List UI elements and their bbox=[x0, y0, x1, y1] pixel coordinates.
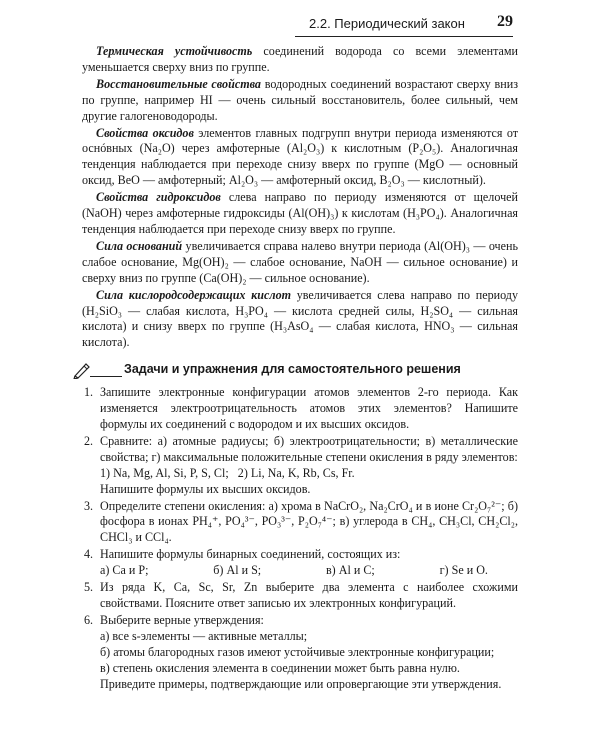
page-number: 29 bbox=[497, 13, 513, 30]
paragraph-text: увеличивается слева направо по периоду (H₂SiO₃ — слабая кислота, H₃PO₄ — кислота средней силы, H₂SO₄ — сильная кислота) и снизу вверх по группе (H₃AsO₄ — слабая кислота, HNO₃ — сильная кислота). bbox=[82, 287, 518, 350]
exercise-text: Выберите верные утверждения: bbox=[100, 612, 264, 627]
series-2: 2) Li, Na, K, Rb, Cs, Fr. bbox=[237, 465, 355, 480]
exercise-text: Из ряда K, Ca, Sc, Sr, Zn выберите два элемента с наиболее схожими свойствами. Поясните ответ записью их электронных конфигураций. bbox=[100, 580, 518, 610]
paragraph-text: элементов главных подгрупп внутри периода изменяются от оснóвных (Na₂O) через амфотерные (Al₂O₃) к кислотным (P₂O₅). Аналогичная тенденция наблюдается при переходе снизу вверх по группе (MgO — основный оксид, BeO — амфотерный; Al₂O₃ — амфотерный оксид, B₂O₃ — кислотный). bbox=[82, 125, 518, 188]
paragraph-text: соединений водорода со всеми элементами уменьшается сверху вниз по группе. bbox=[82, 44, 519, 74]
term: Восстановительные свойства bbox=[96, 76, 261, 91]
paragraph-bases bbox=[82, 239, 518, 287]
exercises-heading bbox=[82, 361, 518, 381]
exercise-tail: Приведите примеры, подтверждающие или опровергающие эти утверждения. bbox=[100, 676, 502, 691]
exercise-number: 5. bbox=[84, 580, 94, 595]
paragraph-text: слева направо по периоду изменяются от щелочей (NaOH) через амфотерные гидроксиды (Al(OH)₃) к кислотам (H₃PO₄). Аналогичная тенденция наблюдается при переходе снизу вверх по группе. bbox=[82, 190, 518, 236]
statement-c: в) степень окисления элемента в соединении может быть равна нулю. bbox=[100, 660, 460, 675]
paragraph-hydroxides bbox=[82, 190, 518, 238]
statement-a: а) все s-элементы — активные металлы; bbox=[100, 628, 308, 643]
exercise-6 bbox=[82, 613, 518, 693]
exercise-2 bbox=[82, 434, 518, 498]
exercise-3 bbox=[82, 499, 518, 547]
series-1: 1) Na, Mg, Al, Si, P, S, Cl; bbox=[100, 465, 229, 480]
exercise-5 bbox=[82, 580, 518, 612]
term: Сила оснований bbox=[96, 238, 183, 253]
option: г) Se и O. bbox=[439, 563, 488, 578]
exercise-number: 6. bbox=[84, 612, 94, 627]
exercise-text: Напишите формулы бинарных соединений, состоящих из: bbox=[100, 547, 401, 562]
term: Свойства гидроксидов bbox=[96, 190, 221, 205]
exercise-4 bbox=[82, 547, 518, 579]
paragraph-oxides bbox=[82, 126, 518, 190]
exercise-1 bbox=[82, 385, 518, 433]
exercise-number: 2. bbox=[84, 433, 94, 448]
page-body bbox=[82, 44, 518, 693]
statement-b: б) атомы благородных газов имеют устойчивые электронные конфигурации; bbox=[100, 644, 495, 659]
exercise-text: Сравните: а) атомные радиусы; б) электроотрицательности; в) металлические свойства; г) максимальные положительные степени окисления в ряду элементов: bbox=[100, 433, 518, 464]
pencil-icon bbox=[72, 361, 92, 384]
exercise-tail: Напишите формулы их высших оксидов. bbox=[100, 481, 311, 496]
option: а) Ca и P; bbox=[100, 563, 149, 578]
options-row bbox=[100, 563, 518, 579]
paragraph-acids bbox=[82, 288, 518, 352]
exercise-text: Запишите электронные конфигурации атомов элементов 2-го периода. Как изменяется электроотрицательность атомов этих элементов? Напишите формулы их соединений с водородом и их высших оксидов. bbox=[100, 385, 518, 432]
heading-rule bbox=[90, 376, 122, 377]
paragraph-text: водородных соединений возрастают сверху вниз по группе, например HI — очень сильный восстановитель, более сильный, чем другие галогеноводороды. bbox=[82, 76, 518, 123]
exercise-text: Определите степени окисления: а) хрома в NaCrO₂, Na₂CrO₄ и в ионе Cr₂O₇²⁻; б) фосфора в ионах PH₄⁺, PO₄³⁻, PO₃³⁻, P₂O₇⁴⁻; в) углерода в CH₄, CH₃Cl, CH₂Cl₂, CHCl₃ и CCl₄. bbox=[100, 498, 518, 545]
exercise-number: 3. bbox=[84, 498, 94, 513]
term: Термическая устойчивость bbox=[96, 44, 253, 58]
section-title: 2.2. Периодический закон bbox=[309, 16, 465, 31]
term: Свойства оксидов bbox=[96, 125, 194, 140]
exercise-list bbox=[82, 385, 518, 692]
exercises-title: Задачи и упражнения для самостоятельного решения bbox=[124, 362, 461, 377]
paragraph-reducing bbox=[82, 77, 518, 125]
option: в) Al и C; bbox=[325, 563, 375, 578]
running-header bbox=[295, 14, 513, 37]
element-series bbox=[100, 466, 518, 482]
exercise-number: 4. bbox=[84, 547, 94, 562]
option: б) Al и S; bbox=[213, 563, 262, 578]
paragraph-thermal bbox=[82, 44, 518, 76]
term: Сила кислородсодержащих кислот bbox=[96, 287, 292, 302]
exercise-number: 1. bbox=[84, 385, 94, 400]
paragraph-text: увеличивается справа налево внутри периода (Al(OH)₃ — очень слабое основание, Mg(OH)₂ — слабое основание, NaOH — сильное основание) и сверху вниз по группе (Ca(OH)₂ — сильное основание). bbox=[82, 238, 518, 285]
